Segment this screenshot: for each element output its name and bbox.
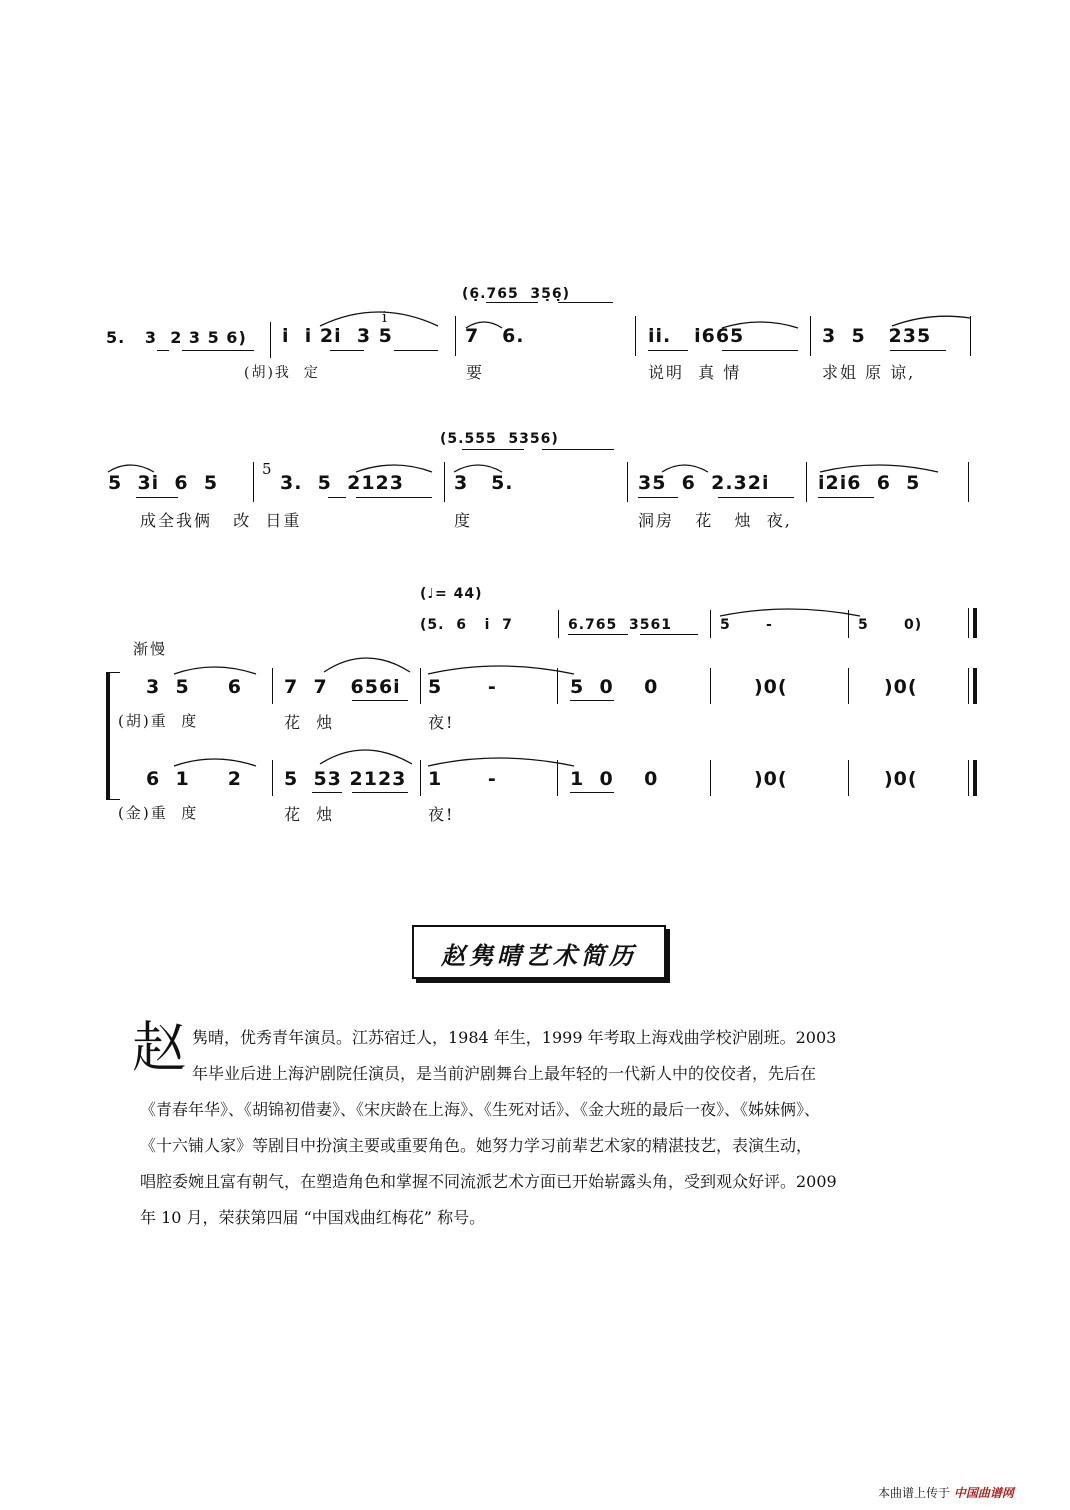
- barline: [272, 668, 273, 704]
- hu-notes-c: 5 -: [428, 676, 497, 698]
- lyrics-line1-c: 说明 真 情: [648, 363, 742, 382]
- slur: [172, 752, 258, 768]
- jin-notes-f: )0(: [884, 768, 918, 790]
- slur: [890, 312, 972, 328]
- beam: [330, 350, 364, 351]
- jin-lyrics-a: (金)重 度: [118, 804, 199, 822]
- barline: [420, 668, 421, 704]
- lyrics-line2-b: 度: [454, 511, 473, 530]
- barline: [968, 668, 969, 704]
- barline: [253, 462, 254, 502]
- barline: [710, 610, 711, 638]
- final-barline: [973, 668, 977, 704]
- jin-lyrics-c: 夜!: [428, 805, 455, 824]
- tie: [426, 752, 576, 768]
- tie: [426, 660, 576, 676]
- hu-lyrics-a: (胡)重 度: [118, 712, 199, 730]
- slur: [660, 458, 710, 474]
- tempo-marking: (♩= 44): [420, 586, 483, 602]
- bio-line: 《青春年华》、《胡锦初借妻》、《宋庆龄在上海》、《生死对话》、《金大班的最后一夜》、《姊妹俩》、: [140, 1100, 821, 1119]
- barline: [270, 322, 271, 358]
- barline: [968, 462, 969, 502]
- beam: [356, 497, 432, 498]
- beam: [182, 350, 254, 351]
- beam: [638, 497, 678, 498]
- barline: [848, 760, 849, 796]
- tie: [718, 604, 862, 618]
- jin-notes-b: 5 53 2123: [284, 768, 407, 790]
- accompaniment-line1: (6̣.765 35̣6̣): [462, 286, 571, 302]
- barline: [970, 316, 971, 356]
- beam: [558, 302, 613, 303]
- slur: [172, 660, 258, 676]
- barline: [848, 668, 849, 704]
- barline: [968, 608, 969, 638]
- beam: [312, 792, 342, 793]
- accompaniment-line3-b: 6.765 3561: [568, 617, 672, 633]
- beam: [394, 350, 438, 351]
- accompaniment-line3-a: (5. 6 i 7: [420, 617, 513, 633]
- grace-note: 5: [262, 460, 272, 478]
- hu-notes-e: )0(: [754, 676, 788, 698]
- beam: [890, 350, 946, 351]
- notes-line2-d: 35 6 2.32i: [638, 472, 770, 494]
- bracket-cap: [106, 672, 120, 673]
- beam: [722, 350, 798, 351]
- system-bracket: [106, 672, 110, 800]
- beam: [352, 700, 408, 701]
- final-barline: [973, 760, 977, 796]
- bio-dropcap: 赵: [132, 1016, 186, 1079]
- final-barline: [973, 608, 977, 638]
- bio-text: [140, 1020, 940, 1236]
- barline: [627, 462, 628, 502]
- jin-notes-e: )0(: [754, 768, 788, 790]
- barline: [420, 760, 421, 796]
- barline: [806, 462, 807, 502]
- beam: [136, 497, 178, 498]
- barline: [635, 316, 636, 356]
- beam: [640, 634, 698, 635]
- jin-notes-d: 1 0 0: [570, 768, 659, 790]
- slur: [354, 458, 434, 474]
- bio-line: 隽晴，优秀青年演员。江苏宿迁人，1984 年生，1999 年考取上海戏曲学校沪剧班。2003: [192, 1028, 837, 1047]
- bio-line: 年毕业后进上海沪剧院任演员，是当前沪剧舞台上最年轻的一代新人中的佼佼者，先后在: [192, 1064, 817, 1083]
- beam: [462, 449, 524, 450]
- footer-watermark: [878, 1484, 1014, 1501]
- notes-line1-e: 3 5 235: [822, 325, 932, 347]
- bio-line: 年 10 月，荣获第四届 “中国戏曲红梅花” 称号。: [140, 1208, 486, 1227]
- jin-notes-a: 6 1 2: [146, 768, 242, 790]
- barline: [848, 610, 849, 638]
- hu-notes-f: )0(: [884, 676, 918, 698]
- barline: [557, 668, 558, 704]
- lyrics-line2-a: 成全我俩 改 日重: [140, 511, 302, 530]
- notes-line1-a: 5. 3 2 3 5 6): [106, 328, 247, 347]
- hu-notes-d: 5 0 0: [570, 676, 659, 698]
- lyrics-line2-c: 洞房 花 烛 夜,: [638, 511, 792, 530]
- beam: [542, 449, 614, 450]
- hu-notes-a: 3 5 6: [146, 676, 242, 698]
- slur: [106, 458, 156, 474]
- accompaniment-line2: (5.555 5356): [440, 431, 559, 447]
- barline: [444, 462, 445, 502]
- beam: [718, 497, 794, 498]
- slur: [318, 304, 440, 328]
- accompaniment-line3-c: 5 -: [720, 617, 773, 633]
- beam: [648, 350, 688, 351]
- jin-lyrics-b: 花 烛: [284, 805, 335, 824]
- beam: [570, 792, 614, 793]
- notes-line2-e: i2i6 6 5: [818, 472, 921, 494]
- section-title: 赵隽晴艺术简历: [441, 941, 637, 970]
- hu-notes-b: 7 7 656i: [284, 676, 401, 698]
- slur: [818, 458, 940, 474]
- barline: [810, 316, 811, 356]
- barline: [272, 760, 273, 796]
- barline: [710, 760, 711, 796]
- slur: [322, 644, 412, 674]
- beam: [818, 497, 874, 498]
- barline: [968, 760, 969, 796]
- beam: [568, 634, 628, 635]
- beam: [570, 700, 614, 701]
- lyrics-line1-d: 求姐 原 谅,: [822, 363, 916, 382]
- notes-line2-a: 5 3i 6 5: [108, 472, 219, 494]
- grace-note: i: [382, 308, 387, 326]
- lyrics-line1-a: (胡)我 定: [244, 365, 320, 381]
- slur: [720, 316, 800, 330]
- bio-line: 《十六铺人家》等剧目中扮演主要或重要角色。她努力学习前辈艺术家的精湛技艺，表演生动，: [140, 1136, 813, 1155]
- barline: [710, 668, 711, 704]
- beam: [352, 792, 408, 793]
- slur: [464, 316, 504, 330]
- beam: [328, 497, 346, 498]
- jin-notes-c: 1 -: [428, 768, 497, 790]
- barline: [455, 316, 456, 356]
- beam: [486, 302, 538, 303]
- tempo-text: 渐慢: [133, 640, 168, 658]
- site-logo: 中国曲谱网: [953, 1486, 1014, 1500]
- section-title-box: [412, 925, 666, 979]
- bracket-cap: [106, 799, 120, 800]
- hu-lyrics-b: 花 烛: [284, 713, 335, 732]
- footer-upload-text: 本曲谱上传于: [878, 1486, 951, 1500]
- notes-line2-b: 3. 5 2123: [280, 472, 404, 494]
- bio-line: 唱腔委婉且富有朝气，在塑造角色和掌握不同流派艺术方面已开始崭露头角，受到观众好评。2009: [140, 1172, 837, 1191]
- notes-line2-c: 3 5.: [454, 472, 514, 494]
- slur: [452, 458, 504, 474]
- slur: [318, 736, 414, 766]
- lyrics-line1-b: 要: [466, 363, 485, 382]
- barline: [557, 760, 558, 796]
- beam: [157, 350, 169, 351]
- notes-line1-d: ii. i665: [648, 325, 745, 347]
- accompaniment-line3-d: 5 0): [858, 617, 923, 633]
- barline: [558, 610, 559, 638]
- notes-line1-c: 7 6.: [465, 325, 525, 347]
- notes-line1-b: i i 2i 3 5: [282, 325, 393, 347]
- hu-lyrics-c: 夜!: [428, 713, 455, 732]
